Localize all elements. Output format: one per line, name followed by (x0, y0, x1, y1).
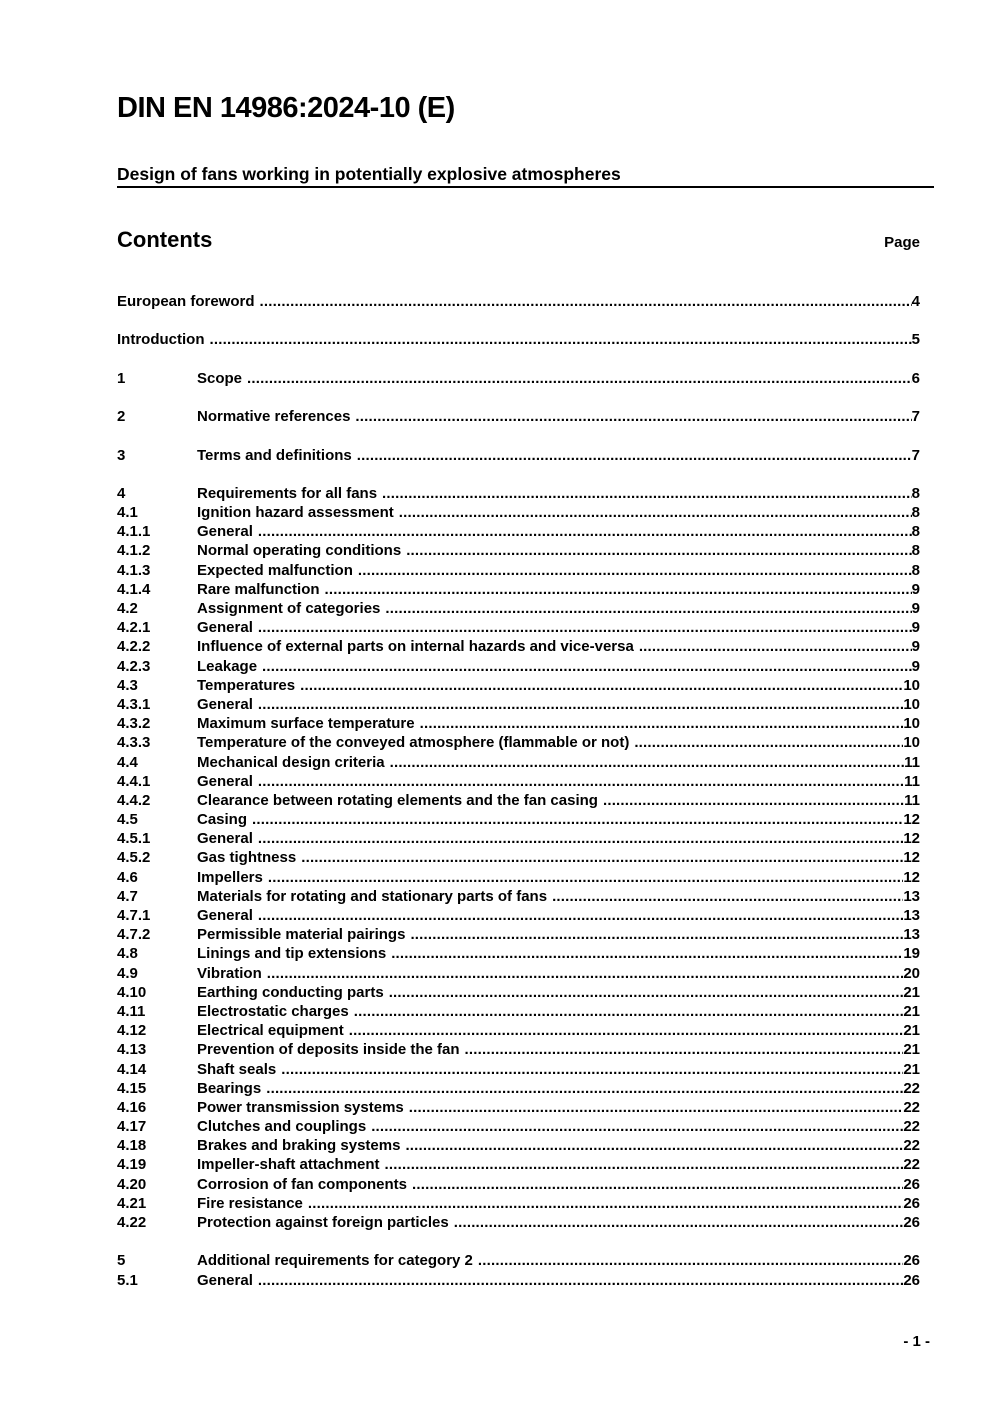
toc-clause-number: 4.14 (117, 1060, 147, 1078)
dotted-leader (358, 561, 912, 580)
toc-row (117, 868, 920, 887)
toc-row (117, 753, 920, 772)
toc-entry-title: European foreword (117, 293, 255, 310)
toc-clause-number: 4.16 (117, 1098, 147, 1116)
dotted-leader (385, 599, 911, 618)
toc-entry-title: Shaft seals (197, 1060, 277, 1078)
toc-entry-title: Rare malfunction (197, 580, 320, 598)
toc-row (117, 503, 920, 522)
toc-entry-title: Clutches and couplings (197, 1118, 367, 1136)
toc-page-number: 10 (903, 715, 920, 733)
dotted-leader (409, 1098, 904, 1117)
toc-entry-title: General (197, 695, 253, 713)
dotted-leader (552, 887, 903, 906)
toc-clause-number: 4.19 (117, 1156, 147, 1174)
toc-clause-number: 4.1.3 (117, 561, 151, 579)
toc-entry-title: General (197, 1271, 253, 1289)
toc-row (117, 1060, 920, 1079)
toc-page-number: 11 (904, 791, 920, 809)
toc-row (117, 695, 920, 714)
toc-page-number: 4 (911, 293, 920, 310)
toc-page-number: 26 (903, 1175, 920, 1193)
dotted-leader (300, 676, 903, 695)
dotted-leader (603, 791, 904, 810)
toc-clause-number: 4.5 (117, 811, 138, 829)
toc-page-number: 10 (903, 734, 920, 752)
toc-row (117, 964, 920, 983)
toc-clause-number: 4.3.1 (117, 695, 151, 713)
dotted-leader (355, 407, 911, 426)
toc-row (117, 599, 920, 618)
contents-header-row (117, 229, 920, 251)
toc-clause-number: 4.20 (117, 1175, 147, 1193)
subtitle-rule (117, 186, 934, 188)
toc-clause-number: 2 (117, 408, 126, 426)
dotted-leader (301, 848, 903, 867)
toc-clause-number: 4.3 (117, 676, 138, 694)
toc-clause-number: 4.6 (117, 868, 138, 886)
toc-entry-title: General (197, 772, 253, 790)
toc-entry-title: Temperature of the conveyed atmosphere (flammable or not) (197, 734, 630, 752)
dotted-leader (262, 657, 912, 676)
dotted-leader (406, 541, 911, 560)
toc-page-number: 5 (911, 331, 920, 349)
dotted-leader (268, 868, 903, 887)
toc-clause-number: 4.17 (117, 1118, 147, 1136)
toc-entry-title: Gas tightness (197, 849, 297, 867)
toc-page-number: 21 (903, 1041, 920, 1059)
toc-page-number: 8 (911, 504, 920, 522)
toc-row (117, 1002, 920, 1021)
toc-entry-title: Electrical equipment (197, 1022, 344, 1040)
toc-entry-title: Clearance between rotating elements and the fan casing (197, 791, 598, 809)
dotted-leader (349, 1021, 904, 1040)
toc-row (117, 1155, 920, 1174)
toc-row (117, 1079, 920, 1098)
toc-entry-title: Expected malfunction (197, 561, 353, 579)
toc-group (117, 484, 920, 1232)
toc-entry-title: Materials for rotating and stationary parts of fans (197, 887, 548, 905)
dotted-leader (465, 1040, 904, 1059)
dotted-leader (634, 733, 903, 752)
toc-clause-number: 4.4 (117, 753, 138, 771)
toc-row (117, 848, 920, 867)
toc-row (117, 1271, 920, 1290)
toc-page-number: 6 (911, 369, 920, 387)
toc-page-number: 21 (903, 1022, 920, 1040)
toc-row (117, 292, 920, 311)
toc-clause-number: 5 (117, 1252, 126, 1270)
dotted-leader (385, 1155, 904, 1174)
toc-row (117, 1213, 920, 1232)
toc-clause-number: 4.2.1 (117, 619, 151, 637)
toc-row (117, 733, 920, 752)
toc-clause-number: 4.5.1 (117, 830, 151, 848)
toc-page-number: 10 (903, 695, 920, 713)
toc-clause-number: 4.15 (117, 1079, 147, 1097)
table-of-contents (117, 292, 920, 1290)
toc-entry-title: Scope (197, 369, 243, 387)
toc-entry-title: Additional requirements for category 2 (197, 1252, 473, 1270)
toc-entry-title: Normal operating conditions (197, 542, 402, 560)
dotted-leader (354, 1002, 904, 1021)
toc-page-number: 9 (911, 638, 920, 656)
toc-page-number: 8 (911, 523, 920, 541)
toc-page-number: 19 (903, 945, 920, 963)
toc-entry-title: Introduction (117, 331, 205, 349)
toc-entry-title: Temperatures (197, 676, 296, 694)
toc-group (117, 407, 920, 426)
toc-row (117, 829, 920, 848)
toc-entry-title: Permissible material pairings (197, 926, 406, 944)
toc-page-number: 20 (903, 964, 920, 982)
toc-row (117, 714, 920, 733)
toc-page-number: 22 (903, 1137, 920, 1155)
toc-entry-title: Impeller-shaft attachment (197, 1156, 380, 1174)
toc-row (117, 1251, 920, 1270)
dotted-leader (209, 330, 911, 349)
toc-clause-number: 4.11 (117, 1002, 146, 1020)
toc-group (117, 330, 920, 349)
dotted-leader (454, 1213, 904, 1232)
toc-page-number: 12 (903, 849, 920, 867)
toc-entry-title: Earthing conducting parts (197, 983, 384, 1001)
toc-page-number: 11 (904, 753, 920, 771)
toc-entry-title: Prevention of deposits inside the fan (197, 1041, 460, 1059)
contents-heading: Contents (117, 227, 213, 252)
toc-row (117, 618, 920, 637)
toc-entry-title: Fire resistance (197, 1194, 303, 1212)
toc-page-number: 21 (903, 1002, 920, 1020)
toc-page-number: 13 (903, 907, 920, 924)
toc-page-number: 22 (903, 1098, 920, 1116)
toc-row (117, 330, 920, 349)
toc-page-number: 9 (911, 657, 920, 675)
dotted-leader (281, 1060, 903, 1079)
toc-entry-title: Terms and definitions (197, 446, 352, 464)
toc-entry-title: General (197, 619, 253, 637)
toc-page-number: 7 (911, 408, 920, 426)
toc-page-number: 26 (903, 1252, 920, 1270)
toc-clause-number: 4.1.2 (117, 542, 151, 560)
toc-row (117, 983, 920, 1002)
dotted-leader (260, 292, 912, 311)
toc-clause-number: 4.13 (117, 1041, 147, 1059)
dotted-leader (420, 714, 904, 733)
page-column-label: Page (884, 234, 920, 251)
toc-row (117, 1175, 920, 1194)
dotted-leader (399, 503, 912, 522)
toc-entry-title: Leakage (197, 657, 258, 675)
toc-clause-number: 4.4.1 (117, 772, 151, 790)
toc-page-number: 11 (904, 772, 920, 790)
toc-entry-title: Requirements for all fans (197, 484, 378, 502)
toc-row (117, 810, 920, 829)
toc-page-number: 13 (903, 926, 920, 944)
dotted-leader (412, 1175, 903, 1194)
toc-clause-number: 4.2.3 (117, 657, 151, 675)
toc-row (117, 522, 920, 541)
toc-row (117, 791, 920, 810)
toc-clause-number: 4.9 (117, 964, 138, 982)
toc-row (117, 944, 920, 963)
toc-row (117, 772, 920, 791)
dotted-leader (325, 580, 912, 599)
toc-clause-number: 4.1 (117, 504, 138, 522)
toc-row (117, 925, 920, 944)
toc-clause-number: 4.7.2 (117, 926, 151, 944)
toc-row (117, 561, 920, 580)
toc-entry-title: Assignment of categories (197, 600, 381, 617)
toc-row (117, 580, 920, 599)
dotted-leader (247, 369, 912, 388)
toc-page-number: 26 (903, 1214, 920, 1231)
dotted-leader (258, 829, 903, 848)
toc-page-number: 8 (911, 484, 920, 502)
toc-row (117, 541, 920, 560)
toc-clause-number: 4.5.2 (117, 849, 151, 867)
toc-entry-title: Brakes and braking systems (197, 1137, 401, 1155)
toc-entry-title: General (197, 523, 253, 541)
toc-entry-title: Mechanical design criteria (197, 753, 385, 771)
toc-page-number: 26 (903, 1271, 920, 1289)
toc-entry-title: Power transmission systems (197, 1098, 404, 1116)
toc-entry-title: General (197, 830, 253, 848)
toc-entry-title: Normative references (197, 408, 351, 426)
toc-page-number: 12 (903, 811, 920, 829)
toc-clause-number: 5.1 (117, 1271, 138, 1289)
toc-page-number: 12 (903, 868, 920, 886)
standard-number-title: DIN EN 14986:2024-10 (E) (117, 92, 455, 124)
dotted-leader (258, 618, 912, 637)
toc-row (117, 446, 920, 465)
dotted-leader (478, 1251, 903, 1270)
toc-page-number: 13 (903, 887, 920, 905)
toc-clause-number: 4.2.2 (117, 638, 151, 656)
toc-page-number: 9 (911, 600, 920, 617)
toc-row (117, 484, 920, 503)
toc-row (117, 1040, 920, 1059)
dotted-leader (308, 1194, 903, 1213)
toc-clause-number: 4.10 (117, 983, 147, 1001)
toc-row (117, 1136, 920, 1155)
toc-group (117, 446, 920, 465)
toc-page-number: 26 (903, 1194, 920, 1212)
toc-page-number: 22 (903, 1079, 920, 1097)
toc-clause-number: 4.22 (117, 1214, 147, 1231)
toc-entry-title: Electrostatic charges (197, 1002, 349, 1020)
toc-row (117, 676, 920, 695)
toc-clause-number: 4.18 (117, 1137, 147, 1155)
toc-clause-number: 4.7 (117, 887, 138, 905)
toc-clause-number: 4.2 (117, 600, 138, 617)
toc-entry-title: Linings and tip extensions (197, 945, 387, 963)
footer-page-number: - 1 - (903, 1333, 930, 1350)
toc-clause-number: 4.3.3 (117, 734, 151, 752)
toc-entry-title: Influence of external parts on internal hazards and vice-versa (197, 638, 634, 656)
toc-group (117, 369, 920, 388)
toc-page-number: 9 (911, 580, 920, 598)
toc-clause-number: 4.8 (117, 945, 138, 963)
toc-row (117, 1194, 920, 1213)
toc-row (117, 887, 920, 906)
toc-row (117, 657, 920, 676)
toc-entry-title: Casing (197, 811, 248, 829)
toc-row (117, 1098, 920, 1117)
toc-page-number: 22 (903, 1156, 920, 1174)
toc-page-number: 8 (911, 542, 920, 560)
dotted-leader (389, 983, 904, 1002)
toc-entry-title: Maximum surface temperature (197, 715, 415, 733)
dotted-leader (258, 522, 912, 541)
toc-row (117, 637, 920, 656)
dotted-leader (410, 925, 903, 944)
toc-entry-title: Bearings (197, 1079, 262, 1097)
dotted-leader (258, 906, 903, 925)
dotted-leader (258, 695, 903, 714)
toc-row (117, 1021, 920, 1040)
dotted-leader (252, 810, 903, 829)
dotted-leader (371, 1117, 903, 1136)
toc-page-number: 22 (903, 1118, 920, 1136)
dotted-leader (639, 637, 912, 656)
dotted-leader (258, 772, 904, 791)
toc-clause-number: 4.21 (117, 1194, 147, 1212)
toc-entry-title: General (197, 907, 253, 924)
toc-page-number: 8 (911, 561, 920, 579)
dotted-leader (258, 1271, 903, 1290)
dotted-leader (382, 484, 912, 503)
dotted-leader (357, 446, 912, 465)
toc-clause-number: 4 (117, 484, 126, 502)
toc-clause-number: 3 (117, 446, 126, 464)
toc-page-number: 7 (911, 446, 920, 464)
toc-entry-title: Ignition hazard assessment (197, 504, 394, 522)
dotted-leader (390, 753, 905, 772)
toc-page-number: 9 (911, 619, 920, 637)
toc-page-number: 21 (903, 983, 920, 1001)
toc-page-number: 21 (903, 1060, 920, 1078)
toc-entry-title: Corrosion of fan components (197, 1175, 407, 1193)
toc-group (117, 292, 920, 311)
dotted-leader (267, 964, 904, 983)
toc-clause-number: 4.1.1 (117, 523, 151, 541)
dotted-leader (391, 944, 903, 963)
toc-group (117, 1251, 920, 1289)
toc-row (117, 407, 920, 426)
toc-clause-number: 4.1.4 (117, 580, 151, 598)
dotted-leader (405, 1136, 903, 1155)
toc-page-number: 10 (903, 676, 920, 694)
toc-clause-number: 1 (117, 369, 126, 387)
document-subtitle: Design of fans working in potentially explosive atmospheres (117, 164, 621, 184)
toc-clause-number: 4.4.2 (117, 791, 151, 809)
toc-clause-number: 4.7.1 (117, 907, 151, 924)
dotted-leader (266, 1079, 903, 1098)
toc-row (117, 369, 920, 388)
toc-row (117, 906, 920, 925)
toc-page-number: 12 (903, 830, 920, 848)
toc-entry-title: Vibration (197, 964, 262, 982)
toc-entry-title: Impellers (197, 868, 263, 886)
toc-clause-number: 4.12 (117, 1022, 147, 1040)
toc-row (117, 1117, 920, 1136)
toc-clause-number: 4.3.2 (117, 715, 151, 733)
toc-entry-title: Protection against foreign particles (197, 1214, 449, 1231)
